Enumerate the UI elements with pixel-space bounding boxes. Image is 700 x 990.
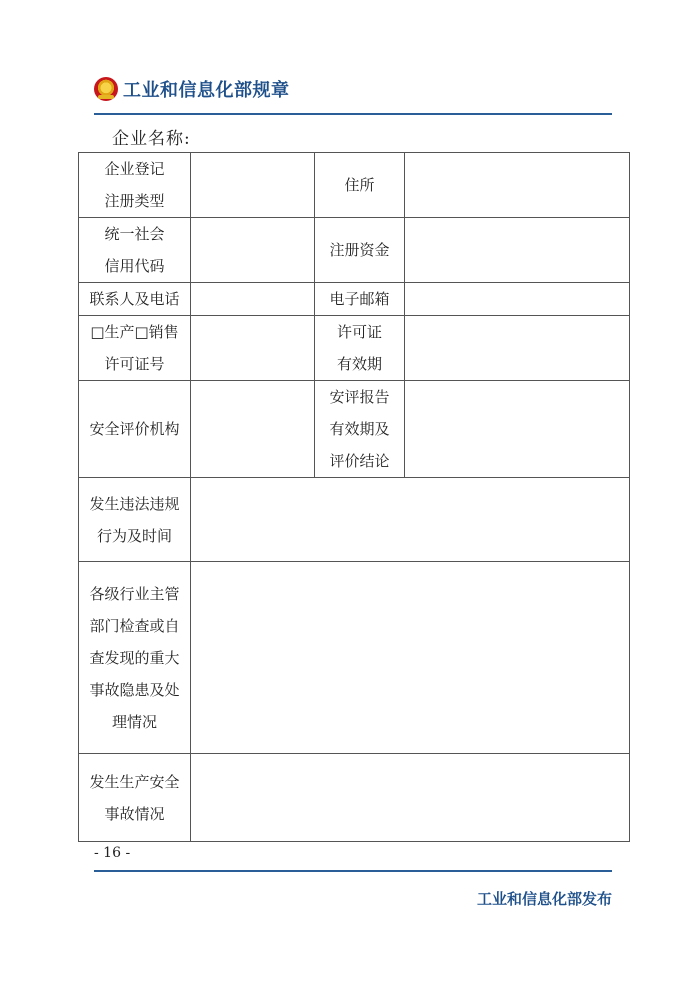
value-violations[interactable] [191,478,630,562]
table-row [79,754,630,842]
value-safety-evaluation-org[interactable] [191,381,315,478]
header-divider [94,113,612,115]
value-registered-capital[interactable] [405,218,630,283]
value-credit-code[interactable] [191,218,315,283]
national-emblem-icon [94,77,118,101]
table-row [79,316,630,381]
page-header [94,74,290,104]
label-registration-type: 企业登记 注册类型 [79,153,191,218]
label-safety-evaluation-org: 安全评价机构 [79,381,191,478]
value-license-number[interactable] [191,316,315,381]
label-major-hazards: 各级行业主管 部门检查或自 查发现的重大 事故隐患及处 理情况 [79,562,191,754]
label-credit-code: 统一社会 信用代码 [79,218,191,283]
label-address: 住所 [315,153,405,218]
value-address[interactable] [405,153,630,218]
label-violations: 发生违法违规 行为及时间 [79,478,191,562]
table-row [79,218,630,283]
enterprise-info-table [78,152,630,842]
label-registered-capital: 注册资金 [315,218,405,283]
value-safety-report[interactable] [405,381,630,478]
table-row [79,283,630,316]
table-row [79,562,630,754]
value-license-validity[interactable] [405,316,630,381]
footer-divider [94,870,612,872]
label-contact: 联系人及电话 [79,283,191,316]
footer-publisher: 工业和信息化部发布 [476,890,612,908]
value-accidents[interactable] [191,754,630,842]
page-number: - 16 - [94,845,131,861]
company-name-label: 企业名称: [112,129,191,149]
value-major-hazards[interactable] [191,562,630,754]
table-row [79,153,630,218]
value-contact[interactable] [191,283,315,316]
table-row [79,381,630,478]
label-license-validity: 许可证 有效期 [315,316,405,381]
table-row [79,478,630,562]
value-registration-type[interactable] [191,153,315,218]
label-email: 电子邮箱 [315,283,405,316]
value-email[interactable] [405,283,630,316]
label-license-number: □生产□销售 许可证号 [79,316,191,381]
label-safety-report: 安评报告 有效期及 评价结论 [315,381,405,478]
label-accidents: 发生生产安全 事故情况 [79,754,191,842]
header-title: 工业和信息化部规章 [123,80,290,101]
